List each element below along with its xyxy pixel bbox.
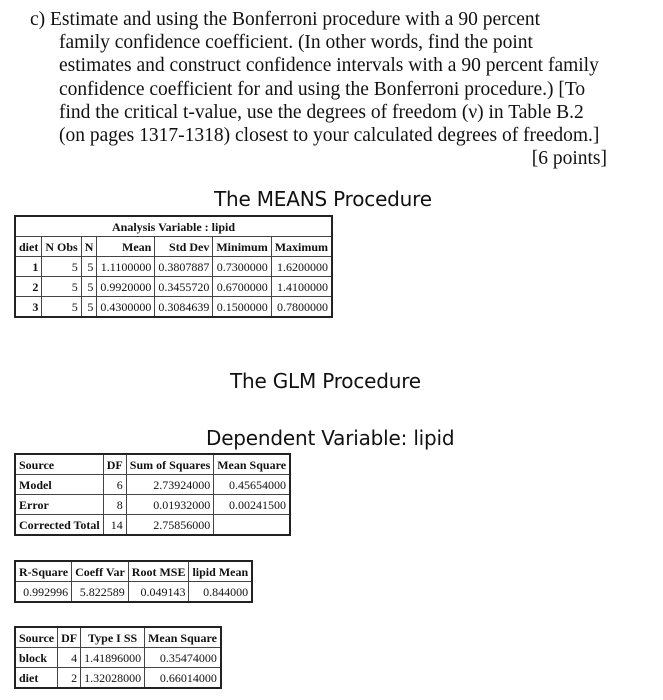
anova-cell: 0.45654000 bbox=[214, 475, 290, 495]
anova-header: Source bbox=[15, 454, 103, 475]
means-cell: 5 bbox=[42, 277, 81, 297]
means-cell: 0.4300000 bbox=[97, 297, 155, 318]
type1-cell: 2 bbox=[58, 668, 81, 689]
type1-cell: block bbox=[15, 648, 58, 668]
anova-cell: 2.73924000 bbox=[126, 475, 213, 495]
fit-cell: 0.049143 bbox=[128, 582, 189, 603]
anova-header: DF bbox=[103, 454, 126, 475]
type1-header-row bbox=[15, 627, 221, 648]
anova-cell: Error bbox=[15, 495, 103, 515]
means-cell: 5 bbox=[42, 297, 81, 318]
means-header: Mean bbox=[97, 237, 155, 257]
means-header: Std Dev bbox=[155, 237, 213, 257]
question-line: find the critical t-value, use the degrees of freedom (ν) in Table B.2 bbox=[59, 101, 584, 123]
type1-cell: 0.35474000 bbox=[145, 648, 221, 668]
anova-cell: 2.75856000 bbox=[126, 515, 213, 536]
means-cell: 0.1500000 bbox=[213, 297, 271, 318]
type1-cell: 1.32028000 bbox=[81, 668, 145, 689]
means-table bbox=[14, 215, 333, 318]
means-cell: 5 bbox=[81, 277, 97, 297]
fit-header: lipid Mean bbox=[189, 561, 252, 582]
table-row bbox=[15, 495, 290, 515]
table-row bbox=[15, 668, 221, 689]
means-caption-row bbox=[15, 216, 332, 237]
type1-cell: 0.66014000 bbox=[145, 668, 221, 689]
means-header: diet bbox=[15, 237, 42, 257]
fit-header: Root MSE bbox=[128, 561, 189, 582]
means-cell: 5 bbox=[42, 257, 81, 277]
type1-header: Type I SS bbox=[81, 627, 145, 648]
dependent-variable-title: Dependent Variable: lipid bbox=[206, 426, 455, 450]
type1-header: Mean Square bbox=[145, 627, 221, 648]
table-row bbox=[15, 257, 332, 277]
means-cell: 0.3084639 bbox=[155, 297, 213, 318]
anova-cell: 0.00241500 bbox=[214, 495, 290, 515]
table-row bbox=[15, 475, 290, 495]
anova-cell bbox=[214, 515, 290, 536]
means-caption: Analysis Variable : lipid bbox=[15, 216, 332, 237]
fit-cell: 5.822589 bbox=[72, 582, 129, 603]
fit-header: Coeff Var bbox=[72, 561, 129, 582]
table-row bbox=[15, 277, 332, 297]
anova-header: Mean Square bbox=[214, 454, 290, 475]
question-text bbox=[30, 8, 655, 170]
question-line: family confidence coefficient. (In other words, find the point bbox=[59, 32, 533, 54]
means-header: Maximum bbox=[271, 237, 332, 257]
means-cell: 1 bbox=[15, 257, 42, 277]
means-header-row bbox=[15, 237, 332, 257]
type1-cell: 4 bbox=[58, 648, 81, 668]
means-header: N bbox=[81, 237, 97, 257]
anova-cell: 6 bbox=[103, 475, 126, 495]
fit-cell: 0.844000 bbox=[189, 582, 252, 603]
type1-header: DF bbox=[58, 627, 81, 648]
means-cell: 3 bbox=[15, 297, 42, 318]
fit-statistics-table bbox=[14, 560, 253, 603]
type1-ss-table bbox=[14, 626, 222, 689]
anova-cell: Corrected Total bbox=[15, 515, 103, 536]
anova-header-row bbox=[15, 454, 290, 475]
type1-cell: 1.41896000 bbox=[81, 648, 145, 668]
table-row bbox=[15, 515, 290, 536]
means-cell: 5 bbox=[81, 257, 97, 277]
means-cell: 0.9920000 bbox=[97, 277, 155, 297]
fit-cell: 0.992996 bbox=[15, 582, 72, 603]
means-cell: 0.6700000 bbox=[213, 277, 271, 297]
means-cell: 1.1100000 bbox=[97, 257, 155, 277]
means-cell: 0.3807887 bbox=[155, 257, 213, 277]
anova-cell: Model bbox=[15, 475, 103, 495]
question-line: c) Estimate and using the Bonferroni procedure with a 90 percent bbox=[30, 9, 541, 30]
table-row bbox=[15, 648, 221, 668]
means-header: Minimum bbox=[213, 237, 271, 257]
table-row bbox=[15, 582, 252, 603]
points-label: [6 points] bbox=[531, 148, 607, 170]
type1-header: Source bbox=[15, 627, 58, 648]
question-line: (on pages 1317-1318) closest to your calculated degrees of freedom.] bbox=[59, 125, 600, 147]
means-cell: 1.4100000 bbox=[271, 277, 332, 297]
table-row bbox=[15, 297, 332, 318]
fit-header-row bbox=[15, 561, 252, 582]
anova-cell: 0.01932000 bbox=[126, 495, 213, 515]
means-header: N Obs bbox=[42, 237, 81, 257]
anova-table bbox=[14, 453, 291, 536]
means-procedure-title: The MEANS Procedure bbox=[214, 187, 432, 211]
means-cell: 5 bbox=[81, 297, 97, 318]
anova-cell: 8 bbox=[103, 495, 126, 515]
means-cell: 0.3455720 bbox=[155, 277, 213, 297]
means-cell: 2 bbox=[15, 277, 42, 297]
question-line: confidence coefficient for and using the Bonferroni procedure.) [To bbox=[59, 78, 586, 100]
means-cell: 1.6200000 bbox=[271, 257, 332, 277]
means-cell: 0.7300000 bbox=[213, 257, 271, 277]
question-line: estimates and construct confidence intervals with a 90 percent family bbox=[59, 55, 599, 77]
fit-header: R-Square bbox=[15, 561, 72, 582]
type1-cell: diet bbox=[15, 668, 58, 689]
means-cell: 0.7800000 bbox=[271, 297, 332, 318]
glm-procedure-title: The GLM Procedure bbox=[230, 369, 421, 393]
anova-header: Sum of Squares bbox=[126, 454, 213, 475]
anova-cell: 14 bbox=[103, 515, 126, 536]
